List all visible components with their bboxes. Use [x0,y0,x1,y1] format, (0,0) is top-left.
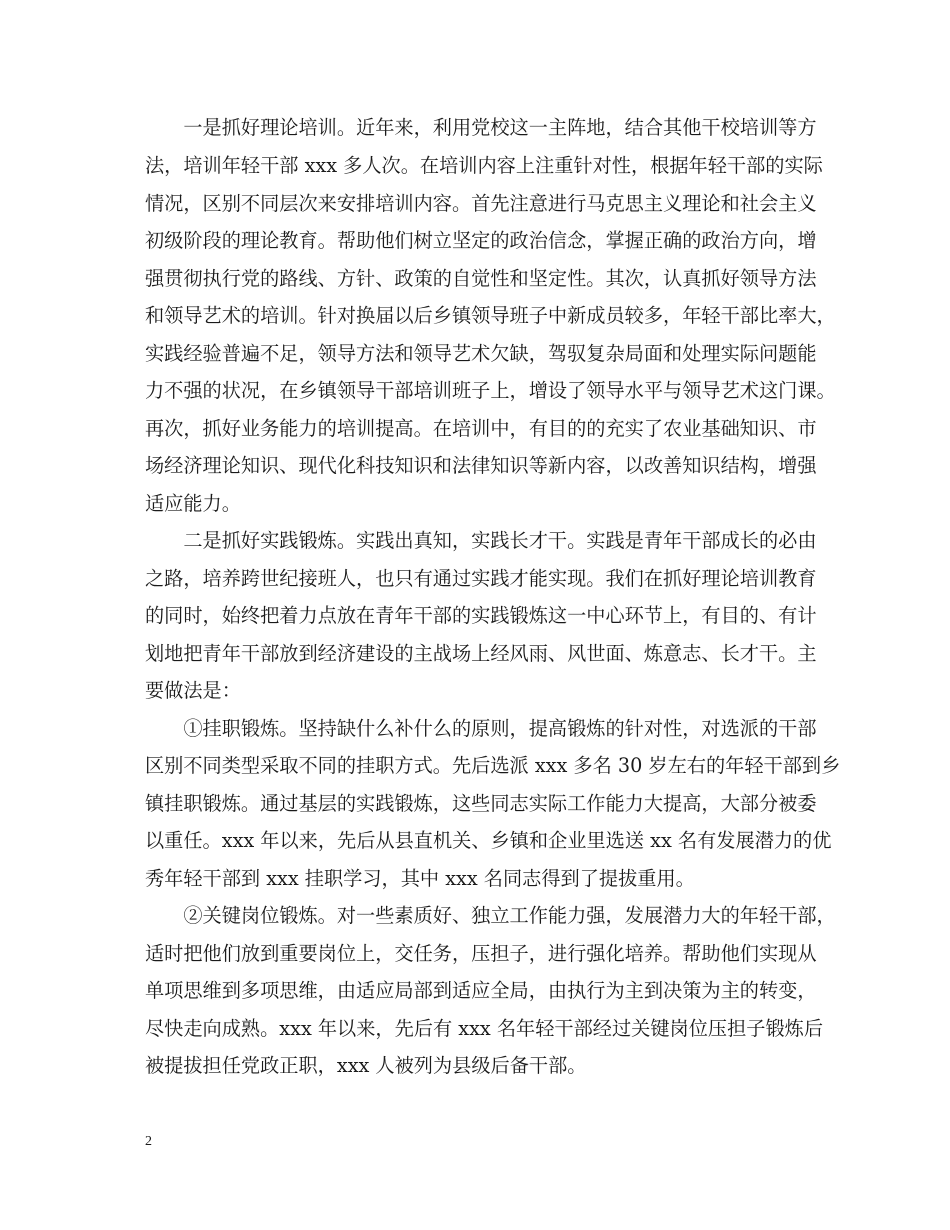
text-line: 区别不同类型采取不同的挂职方式。先后选派 xxx 多名 30 岁左右的年轻干部到乡 [145,754,841,777]
text-line: 适应能力。 [145,492,241,515]
text-line: 被提拔担任党政正职，xxx 人被列为县级后备干部。 [145,1054,587,1077]
text-line: 初级阶段的理论教育。帮助他们树立坚定的政治信念，掌握正确的政治方向，增 [145,229,817,252]
text-line: 的同时，始终把着力点放在青年干部的实践锻炼这一中心环节上，有目的、有计 [145,604,817,627]
text-line: 适时把他们放到重要岗位上，交任务，压担子，进行强化培养。帮助他们实现从 [145,942,817,965]
text-line: ②关键岗位锻炼。对一些素质好、独立工作能力强，发展潜力大的年轻干部， [145,904,836,927]
text-line: 镇挂职锻炼。通过基层的实践锻炼，这些同志实际工作能力大提高，大部分被委 [145,792,817,815]
text-line: ①挂职锻炼。坚持缺什么补什么的原则，提高锻炼的针对性，对选派的干部 [145,717,817,740]
text-line: 和领导艺术的培训。针对换届以后乡镇领导班子中新成员较多，年轻干部比率大， [145,304,836,327]
text-line: 实践经验普遍不足，领导方法和领导艺术欠缺，驾驭复杂局面和处理实际问题能 [145,342,817,365]
text-line: 场经济理论知识、现代化科技知识和法律知识等新内容，以改善知识结构，增强 [145,454,817,477]
page-number: 2 [145,1134,152,1149]
text-line: 秀年轻干部到 xxx 挂职学习，其中 xxx 名同志得到了提拔重用。 [145,867,695,890]
text-line: 尽快走向成熟。xxx 年以来，先后有 xxx 名年轻干部经过关键岗位压担子锻炼后 [145,1017,824,1040]
text-line: 以重任。xxx 年以来，先后从县直机关、乡镇和企业里选送 xx 名有发展潜力的优 [145,829,832,852]
text-line: 力不强的状况，在乡镇领导干部培训班子上，增设了领导水平与领导艺术这门课。 [145,379,836,402]
text-line: 划地把青年干部放到经济建设的主战场上经风雨、风世面、炼意志、长才干。主 [145,642,817,665]
text-line: 再次，抓好业务能力的培训提高。在培训中，有目的的充实了农业基础知识、市 [145,417,817,440]
text-line: 一是抓好理论培训。近年来，利用党校这一主阵地，结合其他干校培训等方 [145,116,817,139]
text-line: 情况，区别不同层次来安排培训内容。首先注意进行马克思主义理论和社会主义 [145,192,817,215]
text-line: 之路，培养跨世纪接班人，也只有通过实践才能实现。我们在抓好理论培训教育 [145,567,817,590]
text-line: 二是抓好实践锻炼。实践出真知，实践长才干。实践是青年干部成长的必由 [145,529,817,552]
text-line: 单项思维到多项思维，由适应局部到适应全局，由执行为主到决策为主的转变， [145,979,817,1002]
text-line: 强贯彻执行党的路线、方针、政策的自觉性和坚定性。其次，认真抓好领导方法 [145,267,817,290]
text-line: 要做法是： [145,679,241,702]
text-line: 法，培训年轻干部 xxx 多人次。在培训内容上注重针对性，根据年轻干部的实际 [145,154,823,177]
